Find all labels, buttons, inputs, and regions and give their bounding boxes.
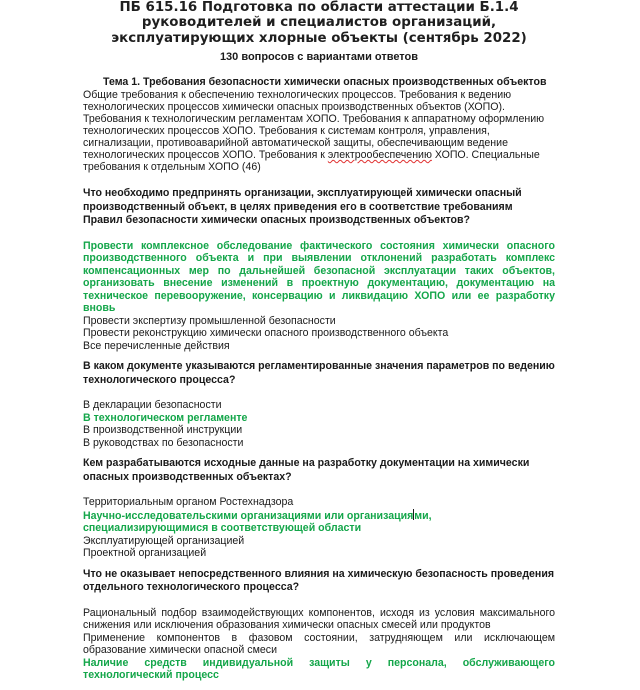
spellcheck-word: электрообеспечению [327,149,432,162]
answer-option: Применение компонентов в фазовом состоянии, затрудняющем или исключающем образование химически опасной смеси [83,631,555,657]
answer-option: В руководствах по безопасности [83,436,244,449]
section-title: Тема 1. Требования безопасности химически опасных производственных объектов [103,76,547,89]
answer-option: Эксплуатирующей организацией [83,534,245,547]
question-text: Кем разрабатываются исходные данные на разработку документации на химически опасных производственных объектах? [83,457,530,483]
document-title: ПБ 615.16 Подготовка по области аттестации Б.1.4 руководителей и специалистов организаций, эксплуатирующих хлорные объекты (сентябрь 2022) [111,0,527,46]
answer-option: Проектной организацией [83,547,207,560]
answer-option: Провести экспертизу промышленной безопасности [83,314,336,327]
document-subtitle: 130 вопросов с вариантами ответов [219,51,419,64]
answer-option: В декларации безопасности [83,399,222,412]
question-text: Что не оказывает непосредственного влияния на химическую безопасность проведения отдельного технологического процесса? [83,567,555,594]
answer-correct-text-end: ми, специализирующимися в соответствующей области [83,509,432,535]
answer-correct-text: Научно-исследовательскими организациями или организация [83,509,414,522]
section-description [83,89,555,174]
section-description-text-end: ХОПО. Специальные требования к отдельным ХОПО (46) [83,149,540,174]
answer-list [83,399,555,449]
answer-correct: В технологическом регламенте [83,411,248,424]
answer-option: Провести реконструкцию химически опасного производственного объекта [83,327,449,340]
answer-option: Все перечисленные действия [83,339,230,352]
question-text: Что необходимо предпринять организации, эксплуатирующей химически опасный производственный объект, в целях приведения его в соответствие требованиям Правил безопасности химически опасных производственных объектов? [83,187,522,227]
question-text: В каком документе указываются регламентированные значения параметров по ведению технологического процесса? [83,360,555,386]
answer-list [83,607,555,682]
document-page [83,0,555,690]
answer-option: Рациональный подбор взаимодействующих компонентов, исходя из условия максимального снижения или исключения образования химически опасных смесей или продуктов [83,606,555,632]
answer-option: В производственной инструкции [83,424,243,437]
answer-list [83,496,555,560]
answer-correct: Провести комплексное обследование фактического состояния химически опасного производственного объекта и при выявлении отклонений разработать комплекс компенсационных мер по дальнейшей безопасной эксплуатации таких объектов, организовать внесение изменений в проектную документацию, документацию на техническое перевооружение, консервацию и ликвидацию ХОПО или ее разработку вновь [83,239,555,315]
answer-option: Территориальным органом Ростехнадзора [83,496,294,509]
answer-correct: Наличие средств индивидуальной защиты у персонала, обслуживающего технологический процесс [83,656,555,682]
answer-correct [83,509,555,535]
answer-list [83,240,555,353]
section-description-text: Общие требования к обеспечению технологических процессов. Требования к ведению технологических процессов химически опасных производственных объектов (ХОПО). Требования к технологическим регламентам ХОПО. Требования к аппаратному оформлению технологических процессов ХОПО. Требования к системам контроля, управления, сигнализации, противоаварийной автоматической защиты, обеспечивающим ведение технологических процессов ХОПО. Требования к [83,88,545,162]
